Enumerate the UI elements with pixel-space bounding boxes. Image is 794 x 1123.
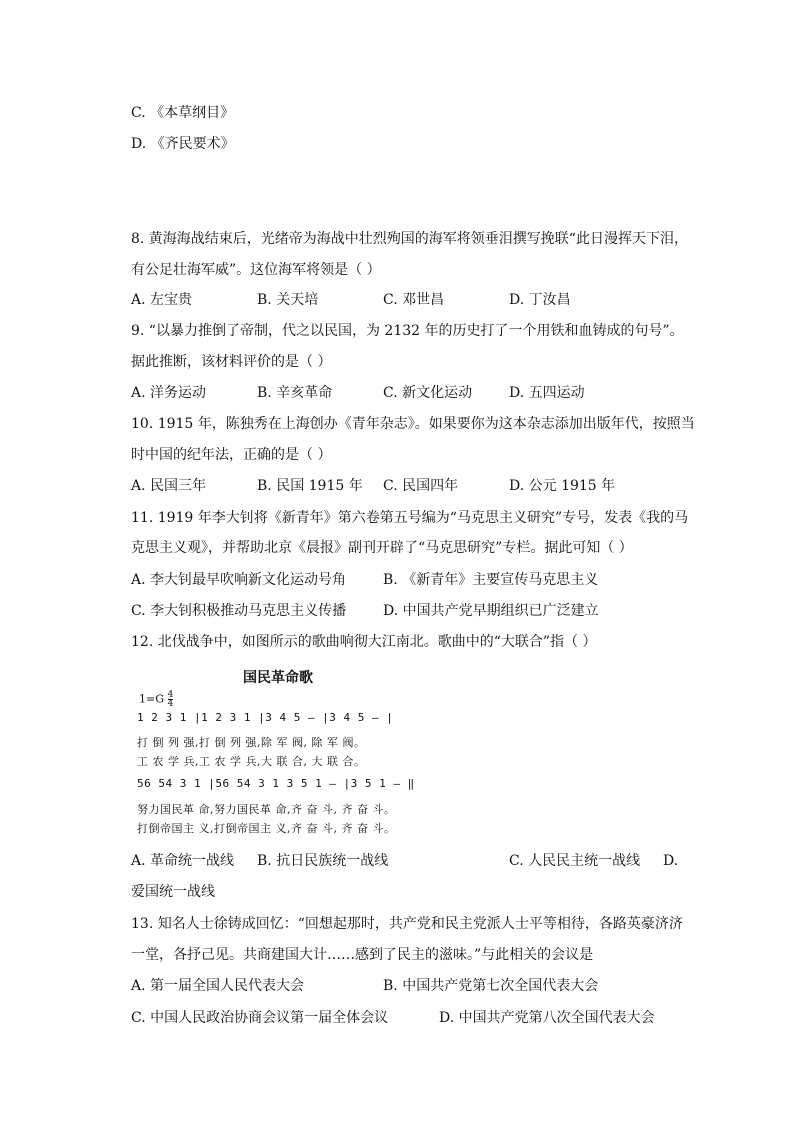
q13-stem-line2: 一堂，各抒己见。共商建国大计……感到了民主的滋味。”与此相关的会议是 — [131, 947, 594, 963]
q9-stem-line2: 据此推断，该材料评价的是（ ） — [131, 354, 332, 370]
time-bottom: 4 — [167, 699, 174, 709]
q13-option-c: C. 中国人民政治协商会议第一届全体会议 — [131, 1010, 389, 1026]
q8-option-a: A. 左宝贵 — [131, 292, 193, 308]
q10-option-b: B. 民国 1915 年 — [257, 478, 363, 494]
q8-stem-line1: 8. 黄海海战结束后，光绪帝为海战中壮烈殉国的海军将领垂泪撰写挽联“此日漫挥天下泪， — [131, 231, 688, 247]
q11-option-d: D. 中国共产党早期组织已广泛建立 — [383, 603, 599, 619]
song-time-signature — [168, 691, 174, 708]
song-key-signature — [139, 691, 173, 708]
q12-option-d-text: 爱国统一战线 — [131, 884, 215, 900]
q9-option-c: C. 新文化运动 — [383, 385, 473, 401]
q12-option-b: B. 抗日民族统一战线 — [257, 853, 389, 869]
q7-option-d: D. 《齐民要术》 — [131, 136, 235, 152]
q11-option-c: C. 李大钊积极推动马克思主义传播 — [131, 603, 347, 619]
q8-option-c: C. 邓世昌 — [383, 292, 445, 308]
q11-stem-line2: 克思主义观》，并帮助北京《晨报》副刊开辟了“马克思研究”专栏。据此可知（ ） — [131, 540, 633, 556]
q8-option-b: B. 关天培 — [257, 292, 319, 308]
q12-option-d: D. — [663, 853, 679, 869]
q10-option-a: A. 民国三年 — [131, 478, 207, 494]
q12-stem-line1: 12. 北伐战争中，如图所示的歌曲响彻大江南北。歌曲中的“大联合”指（ ） — [131, 634, 597, 650]
song-lyrics-row1a: 打 倒 列 强,打 倒 列 强,除 军 阀, 除 军 阀。 — [137, 736, 366, 749]
q11-option-b: B. 《新青年》主要宣传马克思主义 — [383, 572, 599, 588]
q10-stem-line2: 时中国的纪年法，正确的是（ ） — [131, 447, 332, 463]
q9-option-a: A. 洋务运动 — [131, 385, 207, 401]
q10-stem-line1: 10. 1915 年，陈独秀在上海创办《青年杂志》。如果要你为这本杂志添加出版年代，按照当 — [131, 416, 695, 432]
q13-stem-line1: 13. 知名人士徐铸成回忆：“回想起那时，共产党和民主党派人士平等相待，各路英豪济济 — [131, 916, 683, 932]
q13-option-a: A. 第一届全国人民代表大会 — [131, 978, 305, 994]
q10-option-c: C. 民国四年 — [383, 478, 459, 494]
time-top: 4 — [167, 690, 174, 700]
q9-stem-line1: 9. “以暴力推倒了帝制，代之以民国，为 2132 年的历史打了一个用铁和血铸成的句号”。 — [131, 323, 684, 339]
q9-option-b: B. 辛亥革命 — [257, 385, 333, 401]
q13-option-b: B. 中国共产党第七次全国代表大会 — [383, 978, 599, 994]
q9-option-d: D. 五四运动 — [509, 385, 585, 401]
song-lyrics-row2b: 打倒帝国主 义,打倒帝国主 义,齐 奋 斗, 齐 奋 斗。 — [137, 822, 396, 835]
q11-stem-line1: 11. 1919 年李大钊将《新青年》第六卷第五号编为“马克思主义研究”专号，发表《我的马 — [131, 510, 689, 526]
q11-option-a: A. 李大钊最早吹响新文化运动号角 — [131, 572, 347, 588]
q10-option-d: D. 公元 1915 年 — [509, 478, 616, 494]
song-lyrics-row1b: 工 农 学 兵,工 农 学 兵,大 联 合, 大 联 合。 — [137, 755, 366, 768]
song-key: 1=G — [139, 692, 165, 706]
q12-option-a: A. 革命统一战线 — [131, 853, 235, 869]
q12-option-c: C. 人民民主统一战线 — [509, 853, 641, 869]
song-notes-row2: 56 54 3 1 |56 54 3 1 3 5 1 – |3 5 1 – ‖ — [137, 777, 415, 790]
song-title: 国民革命歌 — [243, 670, 313, 686]
q7-option-c: C. 《本草纲目》 — [131, 105, 235, 121]
song-score-figure — [131, 665, 431, 840]
q8-option-d: D. 丁汝昌 — [509, 292, 571, 308]
song-lyrics-row2a: 努力国民革 命,努力国民革 命,齐 奋 斗, 齐 奋 斗。 — [137, 803, 396, 816]
q8-stem-line2: 有公足壮海军威”。这位海军将领是（ ） — [131, 262, 381, 278]
song-notes-row1: 1 2 3 1 |1 2 3 1 |3 4 5 – |3 4 5 – | — [137, 711, 394, 724]
q13-option-d: D. 中国共产党第八次全国代表大会 — [439, 1010, 655, 1026]
